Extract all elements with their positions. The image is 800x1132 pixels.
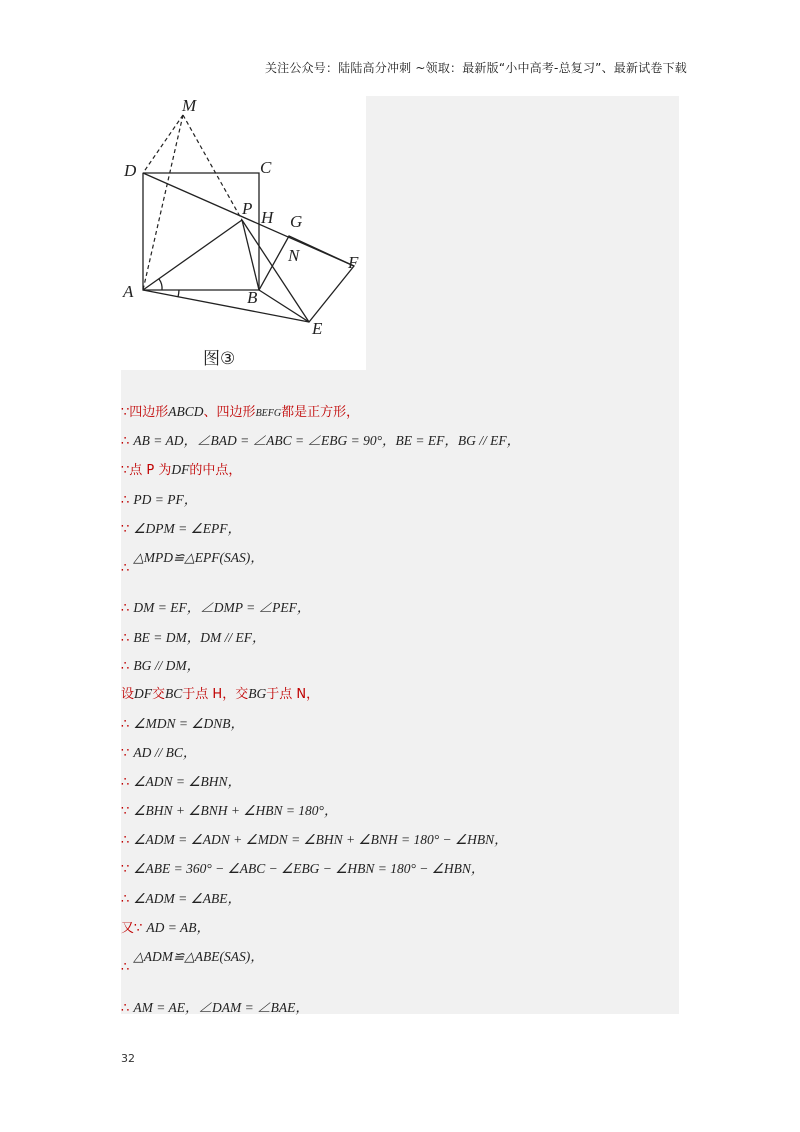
- label-g: G: [290, 212, 303, 231]
- label-a: A: [123, 282, 134, 301]
- proof-line: [121, 945, 264, 975]
- proof-math: AD // BC，: [133, 745, 197, 760]
- proof-math: ∠ADN = ∠BHN，: [133, 774, 241, 789]
- proof-symbol: ∵: [121, 463, 130, 478]
- proof-math: BE = DM，DM // EF，: [133, 630, 266, 645]
- proof-line: [121, 887, 241, 909]
- label-d: D: [124, 161, 137, 180]
- segment-ap: [143, 220, 242, 290]
- proof-math: AM = AE，∠DAM = ∠BAE，: [133, 1000, 309, 1015]
- proof-symbol: ∴: [121, 434, 130, 449]
- proof-symbol: ∴: [121, 493, 130, 508]
- proof-math: PD = PF，: [133, 492, 198, 507]
- proof-symbol: ∴: [121, 561, 130, 576]
- proof-text: 四边形: [129, 405, 169, 420]
- proof-line: [121, 596, 310, 618]
- proof-math: BG // DM，: [133, 658, 201, 673]
- proof-symbol: ∴: [121, 717, 130, 732]
- proof-line: [121, 916, 210, 938]
- proof-math: DF: [134, 686, 153, 701]
- proof-math: ∠ADM = ∠ABE，: [133, 891, 241, 906]
- proof-math: BG: [248, 686, 267, 701]
- geometry-figure: [121, 96, 366, 370]
- square-befg: [259, 236, 354, 322]
- proof-symbol: ∵: [121, 746, 130, 761]
- proof-line: [121, 546, 264, 576]
- square-abcd: [143, 173, 259, 290]
- proof-math: ∠DPM = ∠EPF，: [133, 521, 241, 536]
- proof-line: [121, 517, 241, 539]
- proof-text: 设: [121, 687, 135, 702]
- proof-line: [121, 459, 241, 481]
- proof-math: ∠ADM = ∠ADN + ∠MDN = ∠BHN + ∠BNH = 180° − ∠HBN，: [133, 832, 508, 847]
- segment-ma: [143, 115, 183, 290]
- proof-line: [121, 996, 309, 1018]
- proof-line: [121, 683, 319, 705]
- proof-line: [121, 712, 244, 734]
- proof-line: [121, 654, 200, 676]
- proof-text: 点 P 为: [129, 463, 172, 478]
- proof-symbol: ∴: [121, 960, 130, 975]
- geometry-diagram: [121, 96, 366, 370]
- proof-text: 、四边形: [203, 405, 256, 420]
- label-p: P: [242, 199, 253, 218]
- proof-symbol: ∵: [121, 522, 130, 537]
- proof-symbol: ∴: [121, 833, 130, 848]
- proof-math: ABCD: [168, 404, 204, 419]
- proof-math: BEFG: [255, 408, 282, 419]
- label-c: C: [260, 158, 272, 177]
- label-e: E: [312, 319, 323, 338]
- label-f: F: [348, 253, 359, 272]
- label-m: M: [182, 96, 197, 115]
- segment-md: [143, 115, 183, 173]
- angle-arc-bae: [178, 290, 179, 297]
- angle-arc-dam: [159, 279, 162, 290]
- proof-line: [121, 799, 337, 821]
- figure-caption: 图③: [203, 349, 236, 369]
- page-header: 关注公众号：陆陆高分冲刺 ~领取：最新版“小中高考-总复习”、最新试卷下载: [264, 61, 687, 75]
- proof-math: △ADM≌△ABE(SAS)，: [133, 949, 264, 964]
- proof-symbol: 又∵: [121, 921, 143, 936]
- proof-line: [121, 770, 241, 792]
- proof-text: 于点 N，: [266, 687, 320, 702]
- proof-math: BC: [165, 686, 183, 701]
- proof-line: [121, 828, 508, 850]
- proof-math: AB = AD，∠BAD = ∠ABC = ∠EBG = 90°，BE = EF，BG // EF，: [133, 433, 521, 448]
- proof-symbol: ∵: [121, 804, 130, 819]
- proof-symbol: ∴: [121, 659, 130, 674]
- proof-line: [121, 429, 520, 451]
- proof-symbol: ∴: [121, 631, 130, 646]
- proof-math: ∠BHN + ∠BNH + ∠HBN = 180°，: [133, 803, 338, 818]
- label-h: H: [261, 208, 274, 227]
- proof-text: 交: [152, 687, 166, 702]
- proof-symbol: ∴: [121, 1001, 130, 1016]
- proof-text: 于点 H，交: [182, 687, 249, 702]
- proof-symbol: ∴: [121, 601, 130, 616]
- proof-math: ∠ABE = 360° − ∠ABC − ∠EBG − ∠HBN = 180° − ∠HBN，: [133, 861, 485, 876]
- proof-symbol: ∵: [121, 405, 130, 420]
- proof-line: [121, 857, 484, 879]
- proof-math: ∠MDN = ∠DNB，: [133, 716, 244, 731]
- proof-line: [121, 488, 197, 510]
- proof-text: 的中点，: [189, 463, 242, 478]
- proof-math: DF: [171, 462, 190, 477]
- segment-pb: [242, 220, 259, 290]
- proof-text: 都是正方形，: [281, 405, 360, 420]
- proof-math: AD = AB，: [146, 920, 211, 935]
- proof-line: [121, 741, 196, 763]
- proof-symbol: ∴: [121, 892, 130, 907]
- label-n: N: [288, 246, 300, 265]
- label-b: B: [247, 288, 258, 307]
- proof-line: [121, 626, 266, 648]
- proof-math: △MPD≌△EPF(SAS)，: [133, 550, 264, 565]
- proof-math: DM = EF，∠DMP = ∠PEF，: [133, 600, 311, 615]
- segment-df: [143, 173, 354, 266]
- proof-symbol: ∵: [121, 862, 130, 877]
- proof-symbol: ∴: [121, 775, 130, 790]
- page-number: 32: [121, 1052, 135, 1065]
- proof-line: [121, 401, 359, 423]
